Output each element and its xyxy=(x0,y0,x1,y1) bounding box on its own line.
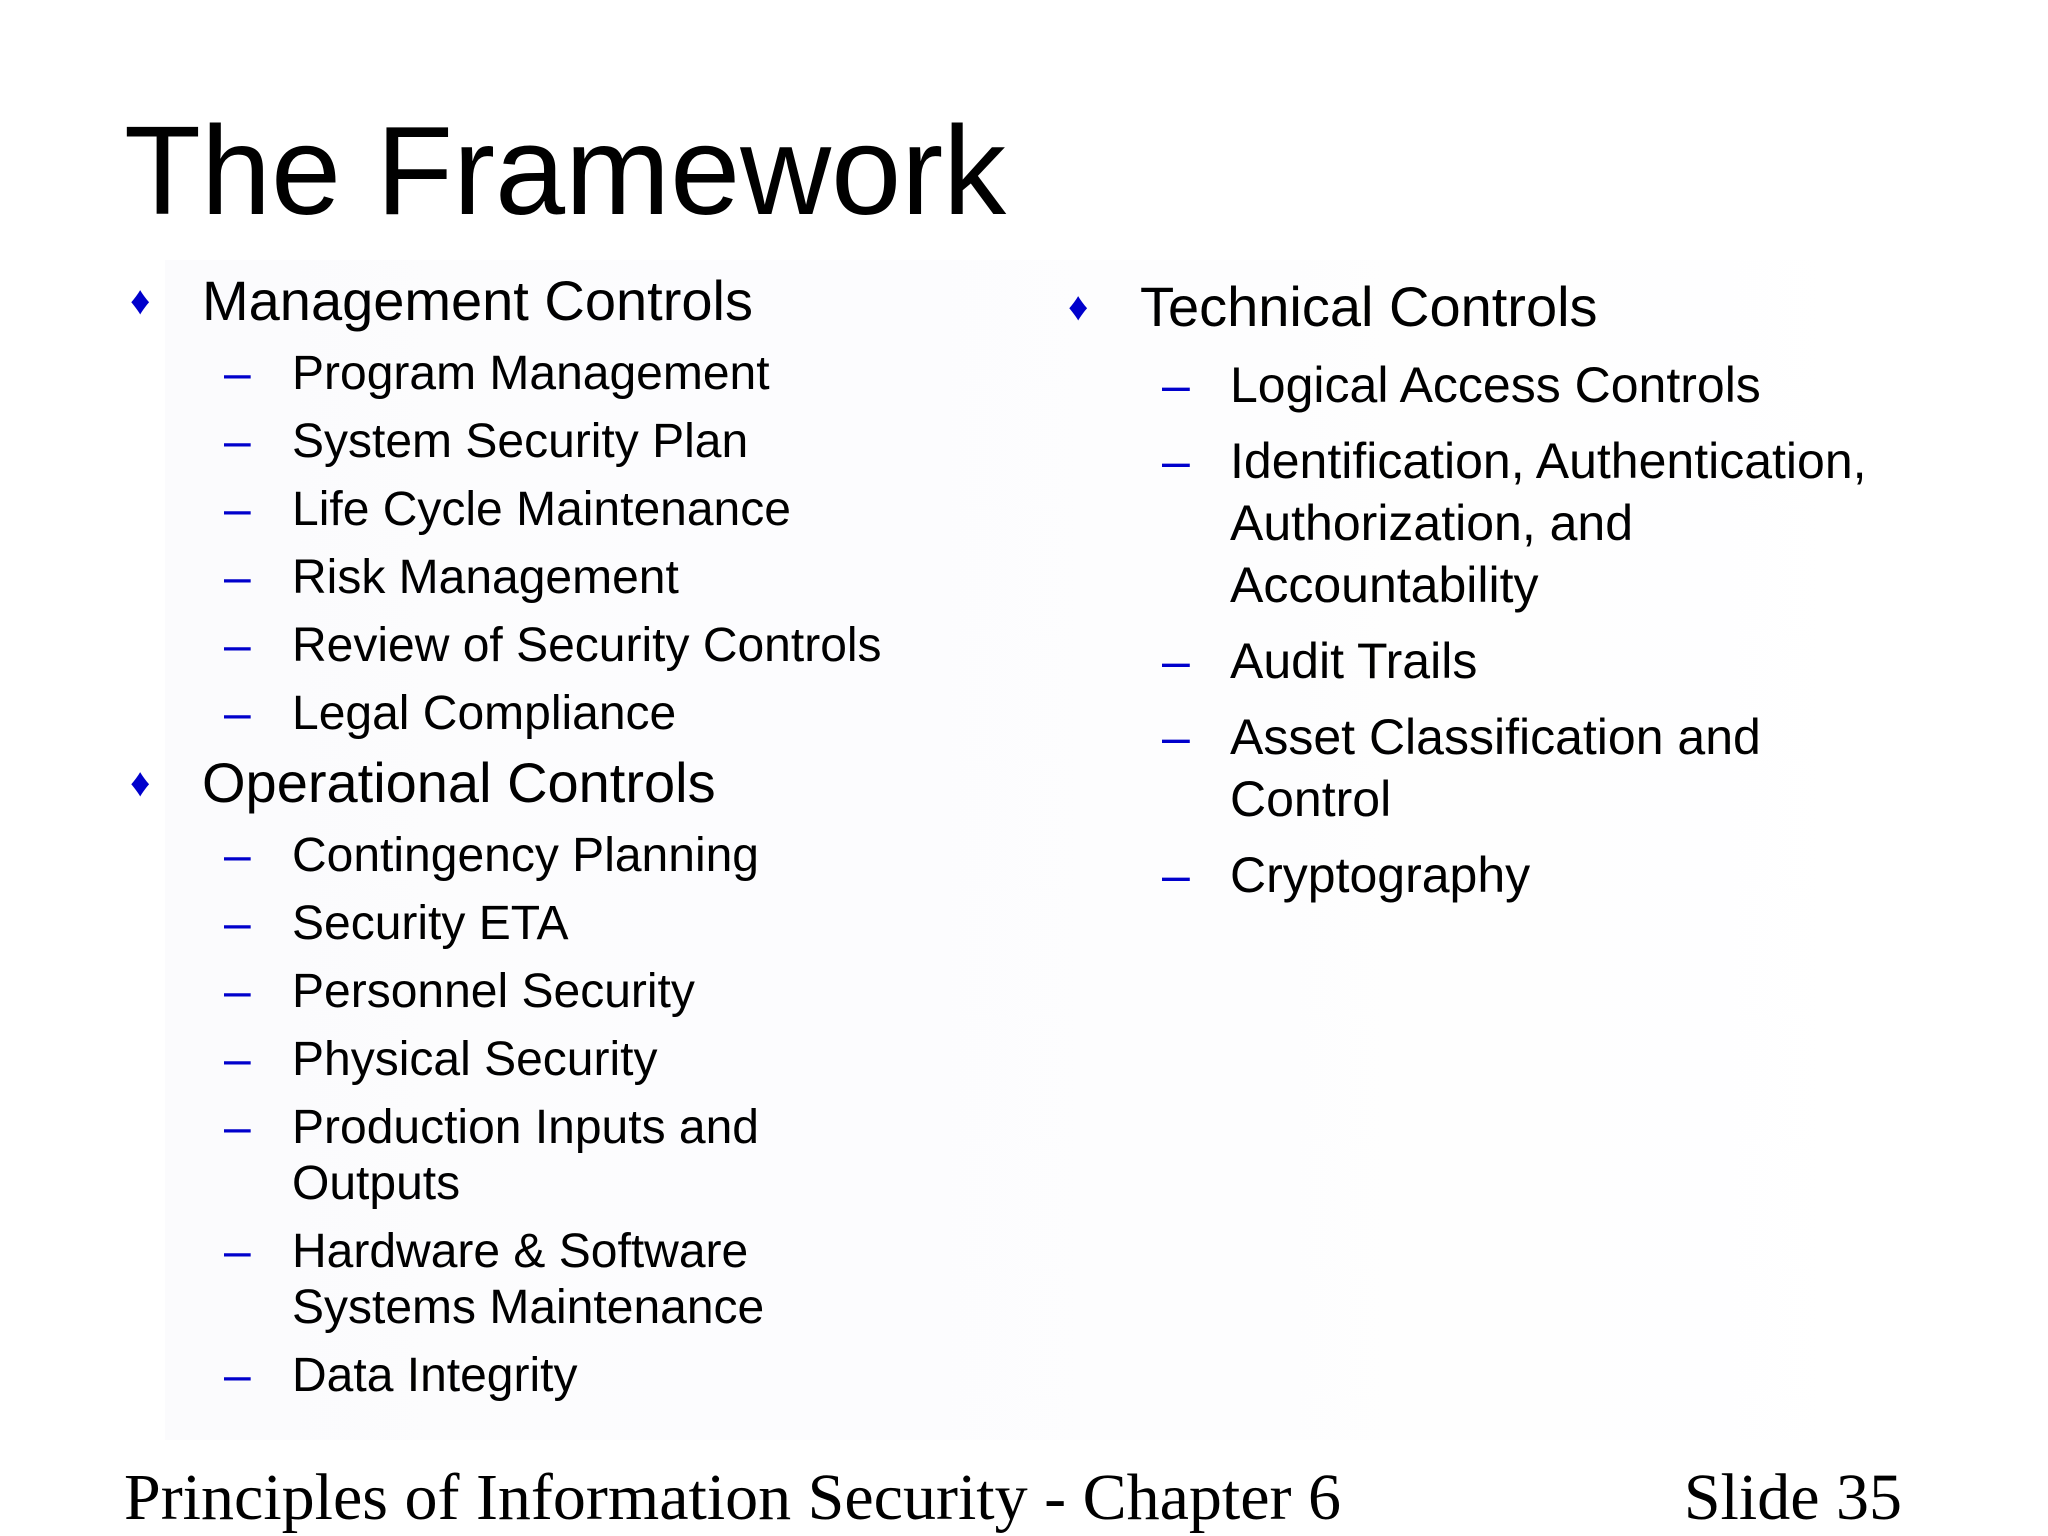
list-item-line: Hardware & Software xyxy=(292,1225,749,1278)
list-item xyxy=(124,550,974,606)
dash-bullet-icon: – xyxy=(224,965,251,1018)
dash-bullet-icon: – xyxy=(224,1101,251,1154)
sub-list xyxy=(124,828,974,1404)
list-item-label: Logical Access Controls xyxy=(1230,357,1761,413)
list-item-line: Outputs xyxy=(292,1157,461,1210)
dash-bullet-icon: – xyxy=(224,551,251,604)
right-column xyxy=(1062,274,1962,906)
list-item-label: Audit Trails xyxy=(1230,633,1478,689)
list-item xyxy=(124,346,974,402)
list-item xyxy=(1062,354,1962,416)
list-item-label: System Security Plan xyxy=(292,415,749,468)
footer-course-title: Principles of Information Security - Chapter 6 xyxy=(124,1461,1342,1534)
dash-bullet-icon: – xyxy=(224,347,251,400)
list-item-label: Review of Security Controls xyxy=(292,619,882,672)
list-item-line: Production Inputs and xyxy=(292,1101,759,1154)
list-item xyxy=(124,482,974,538)
dash-bullet-icon: – xyxy=(224,1349,251,1402)
list-item xyxy=(124,1224,974,1336)
diamond-bullet-icon: ♦ xyxy=(130,761,151,805)
section-operational-controls xyxy=(124,750,974,1404)
section-management-controls xyxy=(124,268,974,742)
sub-list xyxy=(1062,354,1962,906)
list-item-label: Security ETA xyxy=(292,897,569,950)
list-item xyxy=(1062,706,1962,830)
dash-bullet-icon: – xyxy=(224,483,251,536)
list-item xyxy=(124,1348,974,1404)
list-item xyxy=(1062,844,1962,906)
dash-bullet-icon: – xyxy=(224,415,251,468)
dash-bullet-icon: – xyxy=(224,1033,251,1086)
list-item xyxy=(1062,430,1962,616)
section-heading-label: Operational Controls xyxy=(202,751,716,814)
slide-number: Slide 35 xyxy=(1683,1461,1902,1534)
list-item-label: Life Cycle Maintenance xyxy=(292,483,791,536)
list-item-label: Personnel Security xyxy=(292,965,695,1018)
list-item xyxy=(124,618,974,674)
diamond-bullet-icon: ♦ xyxy=(1068,285,1089,329)
section-heading xyxy=(1062,274,1962,340)
dash-bullet-icon: – xyxy=(1162,357,1190,413)
slide-title: The Framework xyxy=(124,100,1007,241)
dash-bullet-icon: – xyxy=(1162,433,1190,489)
list-item xyxy=(124,828,974,884)
dash-bullet-icon: – xyxy=(224,897,251,950)
section-technical-controls xyxy=(1062,274,1962,906)
diamond-bullet-icon: ♦ xyxy=(130,279,151,323)
list-item xyxy=(1062,630,1962,692)
list-item xyxy=(124,1100,974,1212)
dash-bullet-icon: – xyxy=(1162,709,1190,765)
list-item xyxy=(124,964,974,1020)
list-item-line: Accountability xyxy=(1230,557,1539,613)
list-item-label: Contingency Planning xyxy=(292,829,759,882)
dash-bullet-icon: – xyxy=(1162,633,1190,689)
list-item-line: Identification, Authentication, xyxy=(1230,433,1867,489)
section-heading-label: Technical Controls xyxy=(1140,275,1598,338)
list-item-label: Data Integrity xyxy=(292,1349,578,1402)
list-item xyxy=(124,1032,974,1088)
dash-bullet-icon: – xyxy=(224,1225,251,1278)
list-item-line: Control xyxy=(1230,771,1392,827)
list-item-label: Program Management xyxy=(292,347,770,400)
dash-bullet-icon: – xyxy=(1162,847,1190,903)
section-heading xyxy=(124,268,974,334)
list-item xyxy=(124,414,974,470)
list-item-label: Cryptography xyxy=(1230,847,1531,903)
sub-list xyxy=(124,346,974,742)
list-item-line: Asset Classification and xyxy=(1230,709,1761,765)
dash-bullet-icon: – xyxy=(224,829,251,882)
list-item xyxy=(124,686,974,742)
section-heading-label: Management Controls xyxy=(202,269,753,332)
section-heading xyxy=(124,750,974,816)
list-item-label: Physical Security xyxy=(292,1033,658,1086)
left-column xyxy=(124,268,974,1404)
dash-bullet-icon: – xyxy=(224,619,251,672)
list-item-line: Systems Maintenance xyxy=(292,1281,765,1334)
list-item-label: Legal Compliance xyxy=(292,687,677,740)
list-item xyxy=(124,896,974,952)
list-item-label: Risk Management xyxy=(292,551,679,604)
dash-bullet-icon: – xyxy=(224,687,251,740)
list-item-line: Authorization, and xyxy=(1230,495,1634,551)
